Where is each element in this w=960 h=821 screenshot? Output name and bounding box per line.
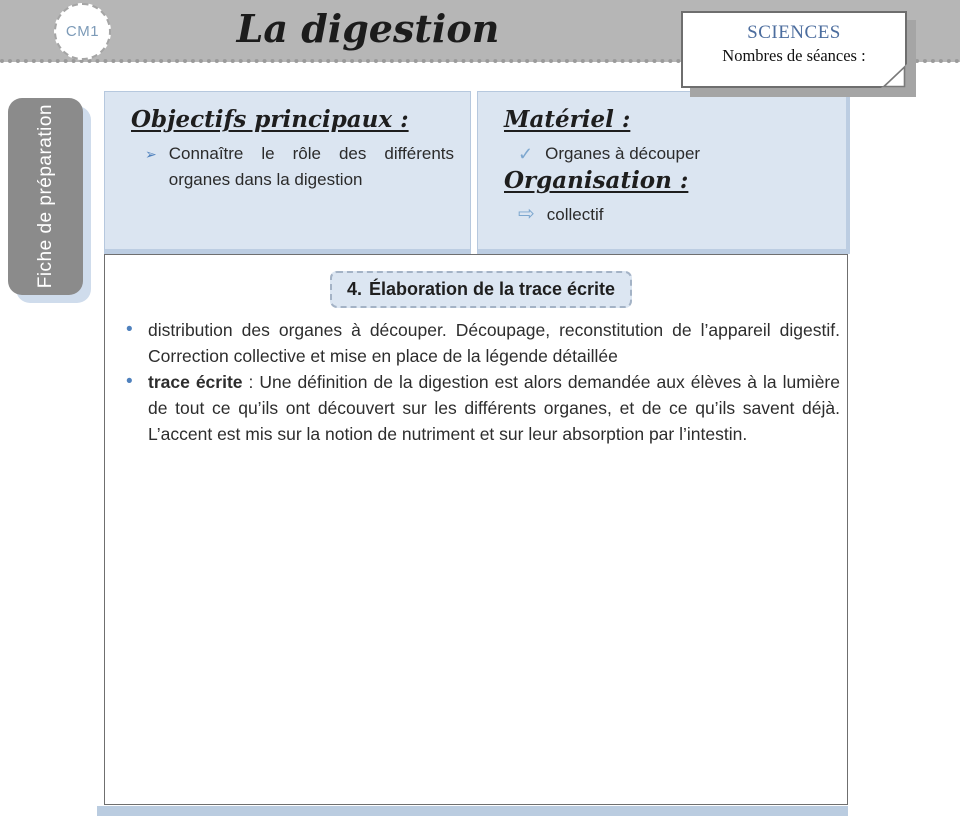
arrowhead-bullet-icon: ➢ bbox=[145, 145, 157, 162]
page-curl-icon bbox=[881, 64, 907, 88]
materiel-box bbox=[477, 91, 850, 254]
grade-level-label: CM1 bbox=[65, 23, 100, 40]
objectifs-heading: Objectifs principaux : bbox=[131, 106, 409, 133]
activity-bullet-1 bbox=[124, 317, 840, 369]
section-header bbox=[330, 271, 632, 308]
subject-note bbox=[681, 11, 907, 88]
page-bottom-shadow bbox=[97, 806, 848, 816]
check-icon: ✓ bbox=[518, 143, 534, 164]
sessions-count-label: Nombres de séances : bbox=[722, 46, 866, 65]
activity-bullet-2 bbox=[124, 369, 840, 447]
activity-bullet-1-text: distribution des organes à découper. Découpage, reconstitution de l’appareil digestif. Correction collective et mise en place de la légende détaillée bbox=[148, 320, 840, 366]
materiel-item-text: Organes à découper bbox=[545, 143, 701, 163]
sidebar-tab-label: Fiche de préparation bbox=[34, 104, 56, 289]
materiel-item bbox=[518, 141, 830, 167]
organisation-heading: Organisation : bbox=[504, 167, 689, 195]
trace-ecrite-label: trace écrite bbox=[148, 372, 243, 392]
sidebar-tab bbox=[8, 98, 83, 295]
objectifs-item-text: Connaître le rôle des différents organes dans la digestion bbox=[168, 143, 454, 190]
section-number: 4. bbox=[346, 279, 362, 299]
section-title: Élaboration de la trace écrite bbox=[368, 279, 616, 299]
objectifs-box bbox=[104, 91, 471, 254]
grade-level-badge bbox=[54, 3, 111, 60]
objectifs-item bbox=[145, 141, 454, 194]
subject-label: SCIENCES bbox=[747, 22, 841, 43]
activity-description-list bbox=[124, 317, 840, 447]
activity-bullet-2-text: : Une définition de la digestion est alors demandée aux élèves à la lumière de tout ce qu’ils ont découvert sur les différents organes, et de ce qu’ils savent déjà. L’accent est mis sur la notion de nutriment et sur leur absorption par l’intestin. bbox=[148, 372, 840, 444]
materiel-heading: Matériel : bbox=[504, 106, 631, 133]
organisation-item bbox=[518, 202, 830, 228]
organisation-item-text: collectif bbox=[546, 204, 604, 224]
page-title: La digestion bbox=[236, 6, 500, 51]
right-arrow-icon: ⇨ bbox=[518, 202, 535, 225]
